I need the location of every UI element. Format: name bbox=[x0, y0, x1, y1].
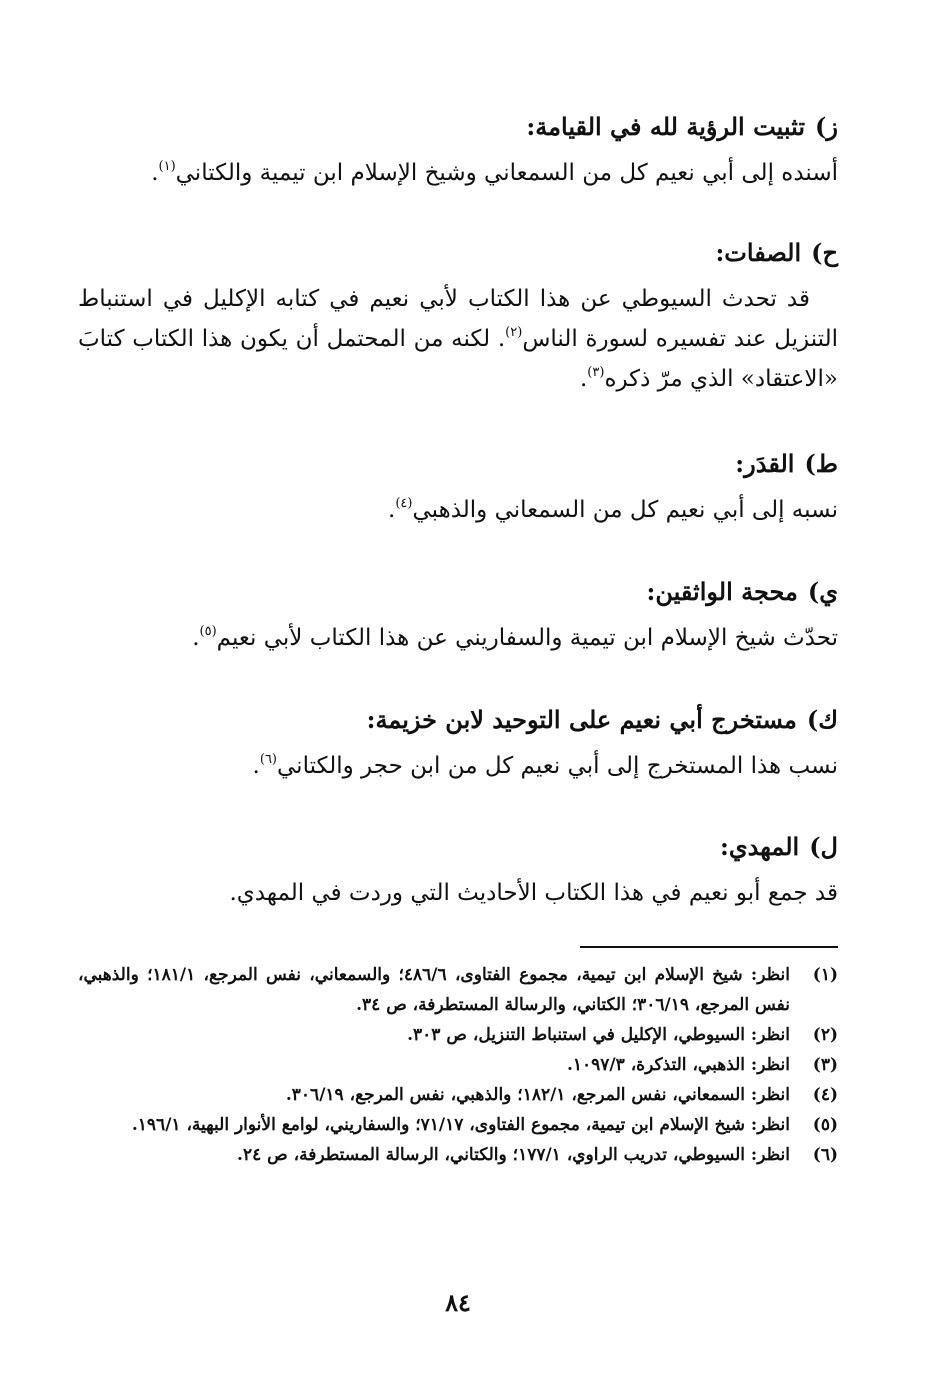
footnote-ref[interactable]: (٦) bbox=[259, 752, 277, 767]
paragraph-end: . bbox=[252, 753, 260, 779]
footnote-number: (٢) bbox=[812, 1025, 838, 1045]
section-title: تثبيت الرؤية لله في القيامة: bbox=[526, 112, 806, 141]
paragraph-text: . لكنه من المحتمل أن يكون هذا الكتاب كتابَ «الاعتقاد» الذي مرّ ذكره bbox=[78, 326, 838, 392]
document-page bbox=[78, 0, 838, 1397]
section-heading bbox=[78, 827, 838, 867]
footnote-number: (٣) bbox=[812, 1055, 838, 1075]
footnote-ref[interactable]: (٥) bbox=[199, 624, 217, 639]
footnote bbox=[78, 1110, 838, 1140]
section-title: الصفات: bbox=[715, 238, 802, 267]
section-letter: ل) bbox=[809, 832, 838, 861]
footnote-number: (٥) bbox=[812, 1115, 838, 1135]
paragraph-text: نسبه إلى أبي نعيم كل من السمعاني والذهبي bbox=[412, 497, 838, 523]
paragraph-text: قد تحدث السيوطي عن هذا الكتاب لأبي نعيم في كتابه الإكليل في استنباط التنزيل عند تفسيره لسورة الناس bbox=[78, 286, 838, 352]
footnote-ref[interactable]: (١) bbox=[158, 159, 176, 174]
section-mahajja bbox=[78, 572, 838, 658]
footnote-text: انظر: شيخ الإسلام ابن تيمية، مجموع الفتاوى، ٤٨٦/٦؛ والسمعاني، نفس المرجع، ١٨١/١؛ والذهبي، نفس المرجع، ٣٠٦/١٩؛ الكتاني، والرسالة المستطرفة، ص ٣٤. bbox=[78, 965, 790, 1015]
paragraph-text: قد جمع أبو نعيم في هذا الكتاب الأحاديث التي وردت في المهدي. bbox=[229, 880, 838, 906]
footnote-text: انظر: شيخ الإسلام ابن تيمية، مجموع الفتاوى، ٧١/١٧؛ والسفاريني، لوامع الأنوار البهية، ١٩٦/١. bbox=[131, 1115, 790, 1135]
section-title: محجة الواثقين: bbox=[646, 577, 798, 606]
section-letter: ط) bbox=[804, 449, 838, 478]
footnote-text: انظر: السيوطي، الإكليل في استنباط التنزيل، ص ٣٠٣. bbox=[407, 1025, 790, 1045]
footnote-number: (٦) bbox=[812, 1145, 838, 1165]
section-letter: ك) bbox=[806, 705, 838, 734]
section-heading bbox=[78, 572, 838, 612]
section-title: المهدي: bbox=[720, 832, 800, 861]
footnote-ref[interactable]: (٤) bbox=[395, 496, 413, 511]
section-qadar bbox=[78, 444, 838, 530]
paragraph-text: نسب هذا المستخرج إلى أبي نعيم كل من ابن حجر والكتاني bbox=[277, 753, 838, 779]
section-mahdi bbox=[78, 827, 838, 913]
footnote bbox=[78, 960, 838, 1020]
page-number: ٨٤ bbox=[445, 1288, 471, 1317]
section-letter: ز) bbox=[815, 112, 838, 141]
section-paragraph bbox=[78, 490, 838, 530]
footnote bbox=[78, 1020, 838, 1050]
footnote bbox=[78, 1140, 838, 1170]
section-heading bbox=[78, 233, 838, 273]
footnote-number: (١) bbox=[812, 965, 838, 985]
paragraph-end: . bbox=[579, 366, 588, 392]
paragraph-end: . bbox=[388, 497, 396, 523]
footnote-number: (٤) bbox=[812, 1085, 838, 1105]
section-heading bbox=[78, 444, 838, 484]
footnote-text: انظر: السيوطي، تدريب الراوي، ١٧٧/١؛ والكتاني، الرسالة المستطرفة، ص ٢٤. bbox=[237, 1145, 790, 1165]
footnote-ref[interactable]: (٣) bbox=[587, 365, 605, 380]
section-title: القدَر: bbox=[735, 449, 795, 478]
section-paragraph bbox=[78, 746, 838, 786]
section-heading bbox=[78, 107, 838, 147]
footnote bbox=[78, 1080, 838, 1110]
paragraph-text: أسنده إلى أبي نعيم كل من السمعاني وشيخ الإسلام ابن تيمية والكتاني bbox=[175, 160, 838, 186]
section-heading bbox=[78, 700, 838, 740]
footnotes bbox=[78, 960, 838, 1170]
footnote-divider bbox=[580, 946, 838, 948]
section-mustakhraj bbox=[78, 700, 838, 786]
footnote-text: انظر: الذهبي، التذكرة، ١٠٩٧/٣. bbox=[566, 1055, 790, 1075]
section-paragraph bbox=[78, 279, 838, 399]
section-title: مستخرج أبي نعيم على التوحيد لابن خزيمة: bbox=[366, 705, 797, 734]
footnote bbox=[78, 1050, 838, 1080]
section-sifat bbox=[78, 233, 838, 399]
section-letter: ي) bbox=[807, 577, 838, 606]
paragraph-end: . bbox=[192, 625, 200, 651]
footnote-text: انظر: السمعاني، نفس المرجع، ١٨٢/١؛ والذهبي، نفس المرجع، ٣٠٦/١٩. bbox=[285, 1085, 790, 1105]
section-letter: ح) bbox=[811, 238, 838, 267]
section-ru-ya bbox=[78, 107, 838, 193]
paragraph-end: . bbox=[151, 160, 159, 186]
paragraph-text: تحدّث شيخ الإسلام ابن تيمية والسفاريني عن هذا الكتاب لأبي نعيم bbox=[216, 625, 838, 651]
footnote-ref[interactable]: (٢) bbox=[505, 325, 523, 340]
section-paragraph bbox=[78, 873, 838, 913]
section-paragraph bbox=[78, 618, 838, 658]
section-paragraph bbox=[78, 153, 838, 193]
